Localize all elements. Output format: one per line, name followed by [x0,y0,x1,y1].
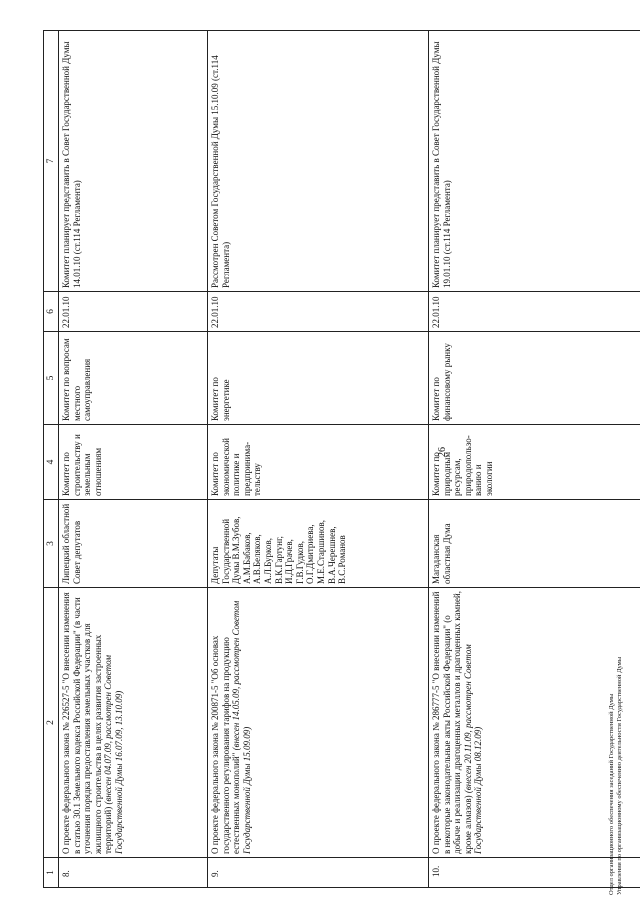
col-header-1: 1 [44,857,58,887]
initiator: Липецкий областной Совет депутатов [59,499,207,587]
initiator: Магаданская областная Дума [429,499,640,587]
col-header-2: 2 [44,587,58,857]
bills-table [43,30,640,888]
review-date: 22.01.10 [59,291,207,331]
bill-note: (внесен 04.07.09, рассмотрен Советом Государственной Думы 16.07.09, 13.10.09) [103,655,124,854]
row-number: 9. [208,857,428,887]
col-header-3: 3 [44,499,58,587]
bill-description [59,587,207,857]
bill-description [208,587,428,857]
co-executor-committee: Комитет по энергетике [208,331,428,424]
col-header-6: 6 [44,291,58,331]
table-row [59,31,208,887]
initiator: Депутаты Государственной Думы В.М.Зубов, А.М.Бабаков, А.В.Беляков, А.Л.Бурков, В.К.Гартунг, И.Д.Грачев, Г.В.Гудков, О.Г.Дмитриева, М.Е.Старшинов, В.А.Черешнев, В.С.Романов [208,499,428,587]
bill-text: "О внесении изменения в статью 30.1 Земельного кодекса Российской Федерации" (в части уточнения порядка предоставления земельных участков для жилищного строительства в целях развития застроенных территорий) [61,592,114,854]
footer [608,657,624,895]
status: Комитет планирует представить в Совет Государственной Думы 14.01.10 (ст.114 Регламента) [61,41,82,288]
col-header-5: 5 [44,331,58,424]
bill-text: "Об основах государственного регулирования тарифов на продукцию естественных монополий" [210,635,242,854]
bill-title: О проекте федерального закона № 226527-5 [61,685,71,854]
col-header-4: 4 [44,424,58,499]
bill-title: О проекте федерального закона № 200871-5 [210,685,220,854]
status: Рассмотрен Советом Государственной Думы 15.10.09 (ст.114 Регламента) [210,55,231,288]
co-executor-committee: Комитет по финансовому рынку [429,331,640,424]
footer-line-2: Управления по организационному обеспечению деятельности Государственной Думы [616,656,623,895]
col-header-7: 7 [46,158,56,164]
responsible-committee: Комитет по природным ресурсам, природопользо-ванию и экологии [429,424,640,499]
table-row [208,31,429,887]
co-executor-committee: Комитет по вопросам местного самоуправления [59,331,207,424]
bill-title: О проекте федерального закона № 286777-5 [431,685,441,854]
footer-line-1: Отдел организационного обеспечения заседаний Государственной Думы [608,693,615,895]
status: Комитет планирует представить в Совет Государственной Думы 19.01.10 (ст.114 Регламента) [431,41,452,288]
bill-note: (внесен 14.05.09, рассмотрен Советом Государственной Думы 15.09.09) [231,600,252,854]
table-header [43,31,59,887]
review-date: 22.01.10 [208,291,428,331]
responsible-committee: Комитет по экономической политике и предпринима-тельству [208,424,428,499]
row-number: 8. [59,857,207,887]
bill-note: (внесен 20.11.09, рассмотрен Советом Государственной Думы 08.12.09) [462,644,484,854]
row-number: 10. [429,857,640,887]
responsible-committee: Комитет по строительству и земельным отношениям [59,424,207,499]
review-date: 22.01.10 [429,291,640,331]
bill-text: "О внесении изменений в некоторые законодательные акты Российской Федерации" (о добыче и реализации драгоценных металлов и драгоценных камней, кроме алмазов) [431,591,473,854]
page-number: 26 [437,447,448,457]
